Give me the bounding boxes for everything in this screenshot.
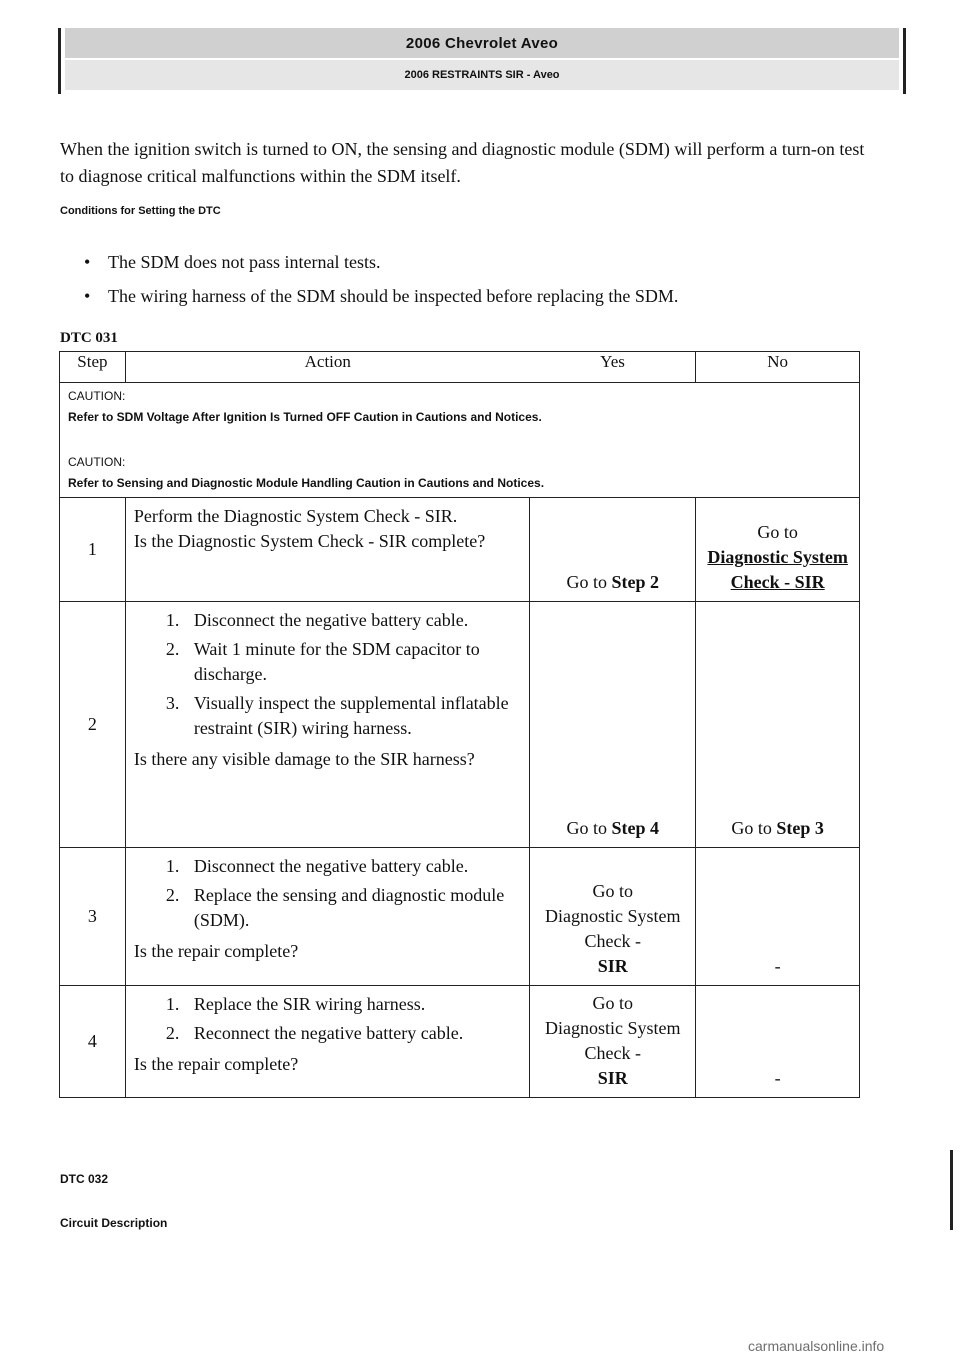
- yes-prefix: Go to: [592, 881, 634, 901]
- list-item: 1. Replace the SIR wiring harness.: [184, 992, 525, 1017]
- goto-step-link[interactable]: Step 3: [776, 818, 824, 838]
- yes-cell: [530, 986, 696, 1098]
- list-item: 2. Replace the sensing and diagnostic module (SDM).: [184, 883, 525, 933]
- sir-label: SIR: [597, 1068, 628, 1088]
- action-cell: [125, 848, 529, 986]
- dtc-031-title: DTC 031: [60, 330, 118, 346]
- no-cell: -: [696, 986, 860, 1098]
- action-text: Perform the Diagnostic System Check - SIR.: [133, 506, 458, 526]
- step-number: 4: [60, 986, 126, 1098]
- conditions-list: [84, 250, 678, 318]
- header-title: 2006 Chevrolet Aveo: [65, 28, 899, 58]
- yes-cell: [530, 602, 696, 848]
- header-yes: Yes: [530, 352, 696, 383]
- list-item: 2. Wait 1 minute for the SDM capacitor to discharge.: [184, 637, 525, 687]
- step-number: 3: [60, 848, 126, 986]
- action-cell: [125, 602, 529, 848]
- no-cell: -: [696, 848, 860, 986]
- step-number: 1: [60, 498, 126, 602]
- yes-cell: [530, 848, 696, 986]
- dtc-032-title: DTC 032: [60, 1172, 109, 1186]
- list-item: • The SDM does not pass internal tests.: [84, 250, 678, 284]
- goto-step-link[interactable]: Step 2: [611, 572, 660, 592]
- substep-list: [134, 608, 525, 741]
- no-cell: [696, 602, 860, 848]
- caution-label: CAUTION:: [68, 389, 126, 403]
- page-header: [58, 28, 906, 94]
- page-edge-rule: [950, 1150, 953, 1230]
- action-question: Is the repair complete?: [133, 941, 299, 961]
- conditions-title: Conditions for Setting the DTC: [60, 205, 221, 217]
- action-question: Is the repair complete?: [133, 1054, 299, 1074]
- list-item: • The wiring harness of the SDM should be inspected before replacing the SDM.: [84, 284, 678, 318]
- caution-row: [60, 383, 860, 498]
- yes-prefix: Go to: [566, 572, 612, 592]
- watermark: carmanualsonline.info: [748, 1338, 885, 1354]
- no-prefix: Go to: [731, 818, 777, 838]
- diagnostic-table: [59, 351, 860, 1098]
- no-prefix: Go to: [757, 522, 798, 542]
- caution-label: CAUTION:: [68, 455, 126, 469]
- diagnostic-system-check-link[interactable]: Diagnostic System Check -: [545, 1018, 681, 1063]
- table-row: [60, 848, 860, 986]
- yes-cell: [530, 498, 696, 602]
- circuit-description-title: Circuit Description: [60, 1216, 168, 1230]
- sir-label: SIR: [597, 956, 628, 976]
- list-item: 3. Visually inspect the supplemental inflatable restraint (SIR) wiring harness.: [184, 691, 525, 741]
- header-step: Step: [60, 352, 126, 383]
- list-item: 1. Disconnect the negative battery cable.: [184, 854, 525, 879]
- no-cell: [696, 498, 860, 602]
- goto-step-link[interactable]: Step 4: [611, 818, 660, 838]
- table-header-row: [60, 352, 860, 383]
- table-row: [60, 498, 860, 602]
- step-number: 2: [60, 602, 126, 848]
- table-row: [60, 602, 860, 848]
- header-action: Action: [125, 352, 529, 383]
- caution-text: Refer to Sensing and Diagnostic Module Handling Caution in Cautions and Notices.: [68, 476, 545, 490]
- action-question: Is the Diagnostic System Check - SIR complete?: [133, 531, 486, 551]
- action-question: Is there any visible damage to the SIR harness?: [133, 749, 475, 769]
- substep-list: [134, 854, 525, 933]
- yes-prefix: Go to: [566, 818, 612, 838]
- intro-paragraph: When the ignition switch is turned to ON, the sensing and diagnostic module (SDM) will perform a turn-on test to diagnose critical malfunctions within the SDM itself.: [60, 139, 865, 186]
- action-cell: [125, 986, 529, 1098]
- diagnostic-system-check-link[interactable]: Diagnostic System Check -: [545, 906, 681, 951]
- list-item: 2. Reconnect the negative battery cable.: [184, 1021, 525, 1046]
- yes-prefix: Go to: [592, 993, 634, 1013]
- action-cell: [125, 498, 529, 602]
- list-item: 1. Disconnect the negative battery cable.: [184, 608, 525, 633]
- caution-cell: [60, 383, 860, 498]
- caution-text: Refer to SDM Voltage After Ignition Is Turned OFF Caution in Cautions and Notices.: [68, 410, 542, 424]
- header-subtitle: 2006 RESTRAINTS SIR - Aveo: [65, 60, 899, 90]
- table-row: [60, 986, 860, 1098]
- diagnostic-system-check-link[interactable]: Diagnostic System Check - SIR: [707, 547, 848, 592]
- header-no: No: [696, 352, 860, 383]
- substep-list: [134, 992, 525, 1046]
